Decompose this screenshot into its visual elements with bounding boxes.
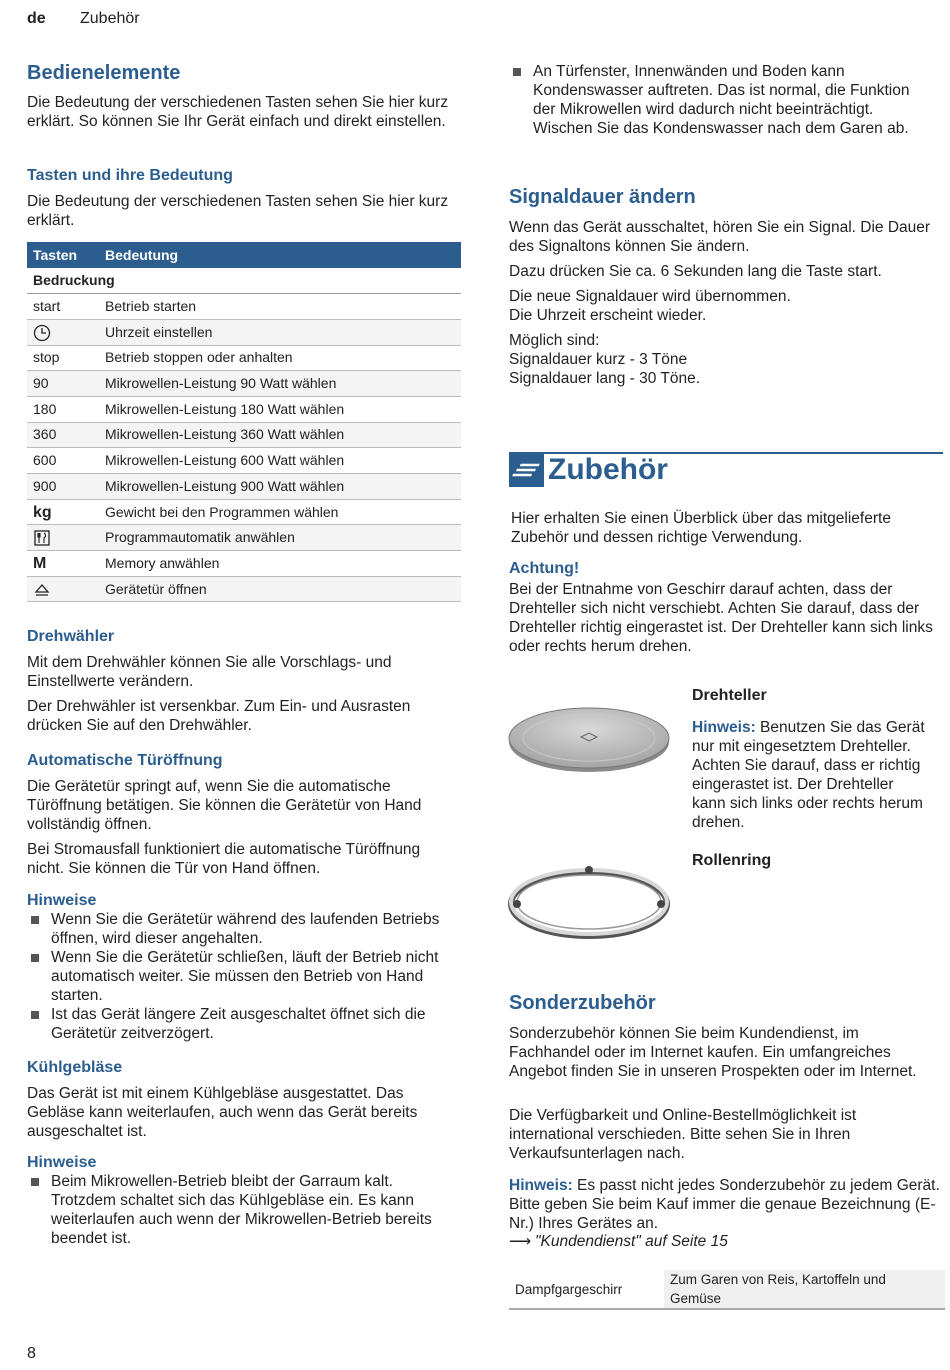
door-open-icon — [33, 581, 51, 599]
signal-paragraph-3a: Die neue Signaldauer wird übernommen. — [509, 288, 791, 305]
note-text: Es passt nicht jedes Sonderzubehör zu jedem Gerät. Bitte geben Sie beim Kauf immer die genaue Bezeichnung (E-Nr.) Ihres Gerätes an. — [509, 1177, 940, 1232]
meaning-cell: Gewicht bei den Programmen wählen — [99, 499, 461, 525]
turntable-image — [507, 700, 672, 785]
reference-link[interactable]: "Kundendienst" auf Seite 15 — [535, 1233, 728, 1250]
signal-paragraph-4c: Signaldauer lang - 30 Töne. — [509, 370, 701, 387]
special-paragraph-2: Die Verfügbarkeit und Online-Bestellmöglichkeit ist international verschieden. Bitte sehen Sie in Ihren Verkaufsunterlagen nach. — [509, 1107, 857, 1162]
key-cell — [27, 319, 99, 345]
meaning-cell: Mikrowellen-Leistung 600 Watt wählen — [99, 448, 461, 474]
key-cell: start — [27, 294, 99, 320]
accessories-intro: Hier erhalten Sie einen Überblick über das mitgelieferte Zubehör und dessen richtige Verwendung. — [511, 510, 891, 546]
notes-title-2: Hinweise — [27, 1154, 97, 1171]
table-row — [27, 551, 461, 577]
signal-paragraph-4a: Möglich sind: — [509, 332, 600, 349]
item-cell: Dampfgargeschirr — [509, 1270, 664, 1309]
meaning-cell: Gerätetür öffnen — [99, 576, 461, 602]
meaning-cell: Memory anwählen — [99, 551, 461, 577]
table-row — [27, 371, 461, 397]
fan-title: Kühlgebläse — [27, 1059, 123, 1076]
table-row — [27, 576, 461, 602]
table-row — [509, 1270, 945, 1309]
meaning-cell: Betrieb starten — [99, 294, 461, 320]
table-row — [27, 448, 461, 474]
keys-table — [27, 242, 461, 602]
language-code: de — [27, 10, 46, 27]
door-paragraph-2: Bei Stromausfall funktioniert die automatische Türöffnung nicht. Sie können die Tür von Hand öffnen. — [27, 841, 421, 877]
signal-title: Signaldauer ändern — [509, 186, 696, 208]
meaning-cell: Mikrowellen-Leistung 180 Watt wählen — [99, 396, 461, 422]
key-cell: 90 — [27, 371, 99, 397]
roller-ring-image — [507, 862, 672, 947]
controls-title: Bedienelemente — [27, 62, 181, 84]
turntable-title: Drehteller — [692, 687, 767, 704]
arrow-right-icon: ⟶ — [509, 1233, 532, 1250]
meaning-cell: Mikrowellen-Leistung 360 Watt wählen — [99, 422, 461, 448]
dial-paragraph-2: Der Drehwähler ist versenkbar. Zum Ein- und Ausrasten drücken Sie auf den Drehwähler. — [27, 698, 411, 734]
signal-paragraph-1: Wenn das Gerät ausschaltet, hören Sie ein Signal. Die Dauer des Signaltons können Sie ändern. — [509, 219, 931, 255]
list-item: An Türfenster, Innenwänden und Boden kann Kondenswasser auftreten. Das ist normal, die Funktion der Mikrowellen wird dadurch nicht beeinträchtigt. Wischen Sie das Kondenswasser nach dem Garen ab. — [509, 62, 924, 138]
special-note — [509, 1176, 943, 1233]
controls-intro: Die Bedeutung der verschiedenen Tasten sehen Sie hier kurz erklärt. So können Sie Ihr Gerät einfach und direkt einstellen. — [27, 94, 449, 130]
special-paragraph-1: Sonderzubehör können Sie beim Kundendienst, im Fachhandel oder im Internet kaufen. Ein umfangreiches Angebot finden Sie in unseren Prospekten oder im Internet. — [509, 1025, 917, 1080]
header-section: Zubehör — [80, 10, 140, 27]
list-item: Ist das Gerät längere Zeit ausgeschaltet öffnet sich die Gerätetür zeitverzögert. — [27, 1005, 457, 1043]
page-number: 8 — [27, 1345, 36, 1362]
door-title: Automatische Türöffnung — [27, 752, 223, 769]
key-cell: 600 — [27, 448, 99, 474]
key-cell: 360 — [27, 422, 99, 448]
turntable-note — [692, 718, 927, 832]
special-accessories-title: Sonderzubehör — [509, 992, 656, 1014]
key-cell: kg — [27, 499, 99, 525]
fan-paragraph: Das Gerät ist mit einem Kühlgebläse ausgestattet. Das Gebläse kann weiterlaufen, auch wenn das Gerät bereits ausgeschaltet ist. — [27, 1085, 418, 1140]
signal-paragraph-2: Dazu drücken Sie ca. 6 Sekunden lang die Taste start. — [509, 263, 882, 280]
key-cell: 180 — [27, 396, 99, 422]
meaning-cell: Programmautomatik anwählen — [99, 525, 461, 551]
meaning-cell: Mikrowellen-Leistung 90 Watt wählen — [99, 371, 461, 397]
note-text: Benutzen Sie das Gerät nur mit eingesetztem Drehteller. Achten Sie darauf, dass er richtig eingerastet ist. Der Drehteller kann sich links oder rechts herum drehen. — [692, 719, 925, 831]
list-item: Beim Mikrowellen-Betrieb bleibt der Garraum kalt. Trotzdem schaltet sich das Kühlgebläse ein. Es kann weiterlaufen auch wenn der Mikrowellen-Betrieb bereits beendet ist. — [27, 1172, 459, 1248]
col-meaning: Bedeutung — [99, 242, 461, 268]
notes-title-1: Hinweise — [27, 892, 97, 909]
program-automatic-icon — [33, 529, 51, 547]
accessories-section-icon — [509, 452, 544, 487]
table-row — [27, 396, 461, 422]
warning-paragraph: Bei der Entnahme von Geschirr darauf achten, dass der Drehteller sich nicht verschiebt. Achten Sie darauf, dass der Drehteller richtig eingerastet ist. Der Drehteller kann sich links oder rechts herum drehen. — [509, 581, 933, 655]
use-cell: Zum Garen von Reis, Kartoffeln und Gemüse — [664, 1270, 945, 1309]
note-label: Hinweis: — [692, 719, 756, 736]
key-cell — [27, 525, 99, 551]
table-row — [27, 499, 461, 525]
key-cell: stop — [27, 345, 99, 371]
warning-title: Achtung! — [509, 560, 580, 577]
table-row — [27, 294, 461, 320]
dial-paragraph-1: Mit dem Drehwähler können Sie alle Vorschlags- und Einstellwerte verändern. — [27, 654, 392, 690]
meaning-cell: Uhrzeit einstellen — [99, 319, 461, 345]
clock-icon — [33, 324, 51, 342]
col-keys: Tasten — [27, 242, 99, 268]
keys-intro: Die Bedeutung der verschiedenen Tasten sehen Sie hier kurz erklärt. — [27, 193, 449, 229]
dial-title: Drehwähler — [27, 628, 115, 645]
table-row — [27, 345, 461, 371]
table-row — [27, 319, 461, 345]
accessory-table — [509, 1270, 945, 1310]
notes-list-1 — [27, 910, 457, 1043]
table-row — [27, 525, 461, 551]
condensation-note — [509, 62, 924, 138]
meaning-cell: Betrieb stoppen oder anhalten — [99, 345, 461, 371]
list-item: Wenn Sie die Gerätetür während des laufenden Betriebs öffnen, wird dieser angehalten. — [27, 910, 457, 948]
notes-list-2 — [27, 1172, 459, 1248]
keys-title: Tasten und ihre Bedeutung — [27, 167, 233, 184]
roller-ring-title: Rollenring — [692, 852, 772, 869]
key-cell: M — [27, 551, 99, 577]
table-row — [27, 474, 461, 500]
accessories-title: Zubehör — [548, 453, 668, 486]
customer-service-reference[interactable] — [509, 1232, 728, 1251]
meaning-cell: Mikrowellen-Leistung 900 Watt wählen — [99, 474, 461, 500]
list-item: Wenn Sie die Gerätetür schließen, läuft der Betrieb nicht automatisch weiter. Sie müssen den Betrieb von Hand starten. — [27, 948, 457, 1005]
note-label: Hinweis: — [509, 1177, 573, 1194]
subheader: Bedruckung — [27, 268, 461, 294]
signal-paragraph-3b: Die Uhrzeit erscheint wieder. — [509, 307, 707, 324]
key-cell — [27, 576, 99, 602]
table-row — [27, 422, 461, 448]
key-cell: 900 — [27, 474, 99, 500]
signal-paragraph-4b: Signaldauer kurz - 3 Töne — [509, 351, 688, 368]
door-paragraph-1: Die Gerätetür springt auf, wenn Sie die automatische Türöffnung betätigen. Sie können die Gerätetür von Hand vollständig öffnen. — [27, 778, 422, 833]
